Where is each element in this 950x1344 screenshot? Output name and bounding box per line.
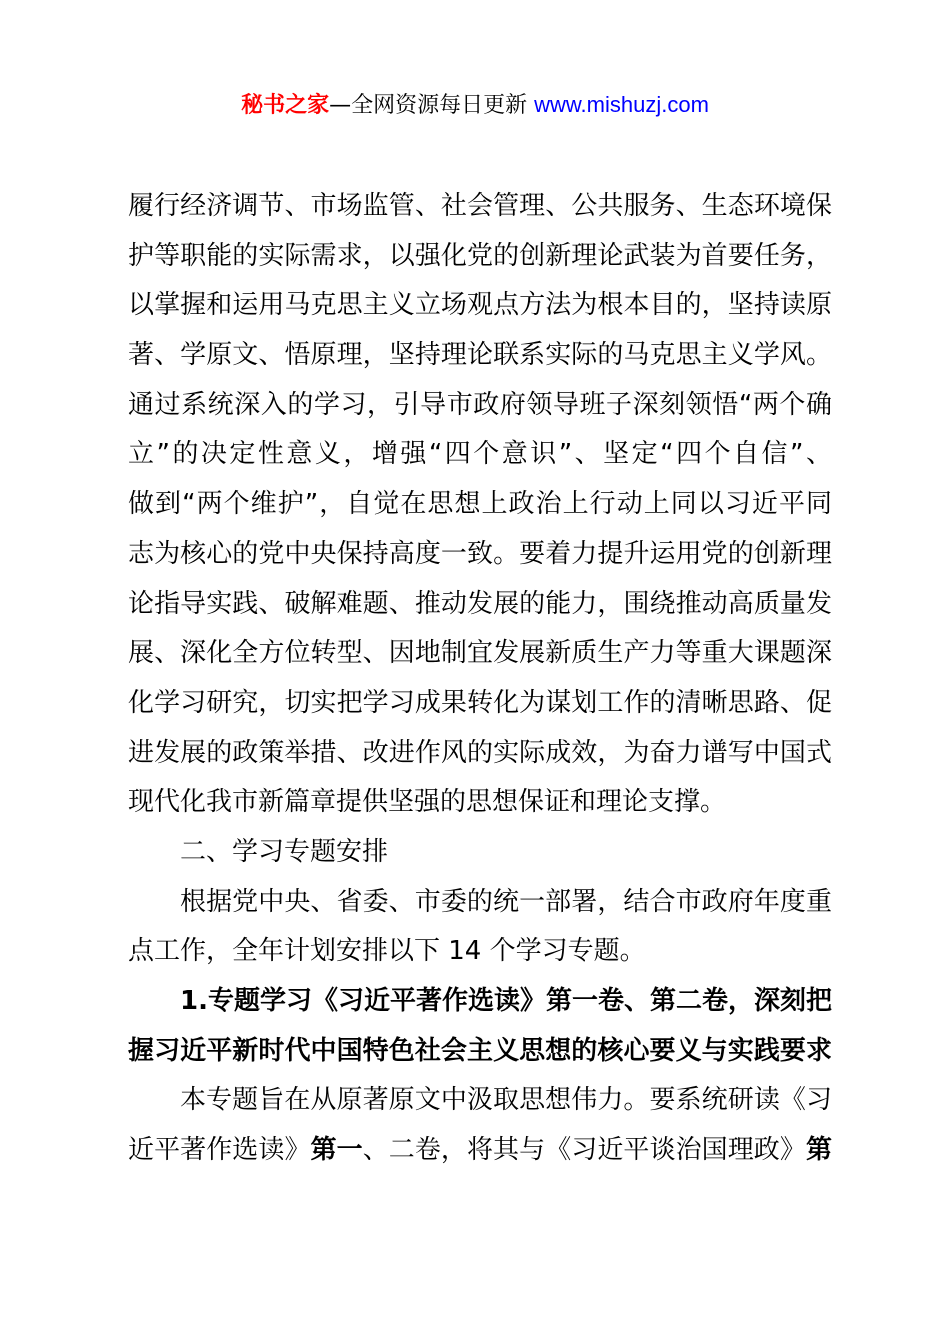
intro-line: 点工作，全年计划安排以下 14 个学习专题。: [128, 936, 646, 967]
body-line: 现代化我市新篇章提供坚强的思想保证和理论支撑。: [128, 787, 727, 818]
body-line: 论指导实践、破解难题、推动发展的能力，围绕推动高质量发: [128, 588, 832, 619]
site-brand: 秘书之家: [241, 93, 330, 118]
intro-line: 根据党中央、省委、市委的统一部署，结合市政府年度重: [180, 886, 832, 917]
topic-body-segment: 近平著作选读》: [128, 1135, 311, 1166]
site-header: [0, 88, 950, 123]
topic-body-line: [128, 1126, 832, 1176]
document-body: [128, 182, 832, 1176]
topic-heading-line: 握习近平新时代中国特色社会主义思想的核心要义与实践要求: [128, 1035, 832, 1066]
site-tagline: —全网资源每日更新: [329, 93, 535, 118]
topic-heading-line: 1.专题学习《习近平著作选读》第一卷、第二卷，深刻把: [180, 986, 832, 1016]
topic-body-segment-bold: 第一: [310, 1135, 363, 1166]
body-line: 护等职能的实际需求，以强化党的创新理论武装为首要任务，: [128, 240, 832, 271]
body-line: 著、学原文、悟原理，坚持理论联系实际的马克思主义学风。: [128, 340, 832, 371]
body-line: 通过系统深入的学习，引导市政府领导班子深刻领悟“两个确: [128, 389, 832, 420]
body-line: 志为核心的党中央保持高度一致。要着力提升运用党的创新理: [128, 538, 832, 569]
body-line: 以掌握和运用马克思主义立场观点方法为根本目的，坚持读原: [128, 290, 832, 321]
body-line: 化学习研究，切实把学习成果转化为谋划工作的清晰思路、促: [128, 687, 832, 718]
topic-body-segment: 、二卷，将其与《习近平谈治国理政》: [362, 1135, 806, 1166]
site-url-link[interactable]: www.mishuzj.com: [534, 92, 709, 117]
topic-body-segment-bold: 第: [805, 1135, 832, 1166]
body-line: 履行经济调节、市场监管、社会管理、公共服务、生态环境保: [128, 191, 832, 221]
topic-body-line: 本专题旨在从原著原文中汲取思想伟力。要系统研读《习: [180, 1085, 832, 1116]
body-line: 展、深化全方位转型、因地制宜发展新质生产力等重大课题深: [128, 638, 832, 669]
section-heading: 二、学习专题安排: [180, 836, 389, 867]
body-line: 进发展的政策举措、改进作风的实际成效，为奋力谱写中国式: [128, 737, 832, 768]
body-line: 立”的决定性意义，增强“四个意识”、坚定“四个自信”、: [128, 439, 832, 470]
body-line: 做到“两个维护”，自觉在思想上政治上行动上同以习近平同: [128, 489, 832, 520]
